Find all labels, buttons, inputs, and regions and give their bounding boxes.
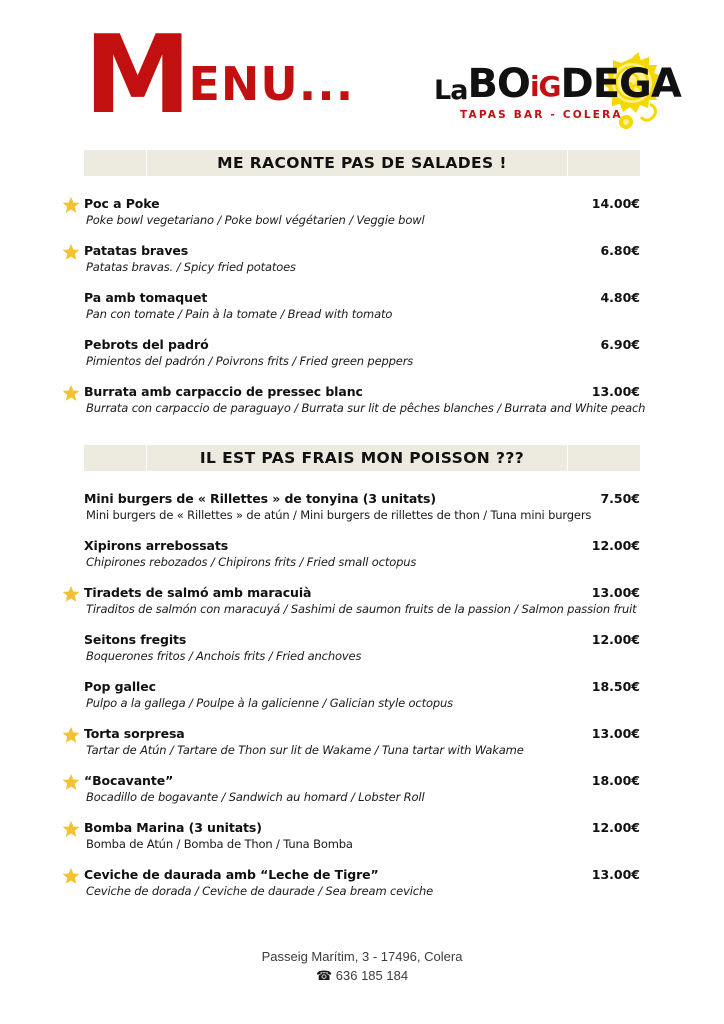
featured-star-icon <box>62 726 80 744</box>
menu-item-row <box>84 820 640 835</box>
logo-wordmark <box>434 61 681 107</box>
menu-sections <box>0 150 724 898</box>
menu-item[interactable] <box>84 491 640 522</box>
menu-item-price: 18.00€ <box>591 773 640 788</box>
menu-item-description: Ceviche de dorada / Ceviche de daurade / Sea bream ceviche <box>86 884 434 898</box>
menu-item[interactable] <box>84 773 640 804</box>
menu-item[interactable] <box>84 337 640 368</box>
menu-item-description: Pimientos del padrón / Poivrons frits / Fried green peppers <box>86 354 414 368</box>
menu-item-price: 4.80€ <box>600 290 640 305</box>
menu-item-description: Patatas bravas. / Spicy fried potatoes <box>86 260 296 274</box>
menu-item-description: Boquerones fritos / Anchois frits / Fried anchoves <box>86 649 362 663</box>
menu-item-row <box>84 491 640 506</box>
menu-item-name: Pa amb tomaquet <box>84 290 208 305</box>
section-items <box>0 491 724 898</box>
menu-item-row <box>84 384 640 399</box>
menu-item-price: 12.00€ <box>591 632 640 647</box>
menu-item-name: Mini burgers de « Rillettes » de tonyina (3 unitats) <box>84 491 437 506</box>
menu-item-description: Bomba de Atún / Bomba de Thon / Tuna Bomba <box>86 837 353 851</box>
menu-item-description: Poke bowl vegetariano / Poke bowl végétarien / Veggie bowl <box>86 213 425 227</box>
menu-item-description: Burrata con carpaccio de paraguayo / Burrata sur lit de pêches blanches / Burrata and White peach <box>86 401 646 415</box>
section-spacer <box>0 415 724 445</box>
section-title: IL EST PAS FRAIS MON POISSON ??? <box>199 449 525 467</box>
menu-item-price: 13.00€ <box>591 384 640 399</box>
featured-star-icon <box>62 196 80 214</box>
featured-star-icon <box>62 384 80 402</box>
menu-item-row <box>84 337 640 352</box>
menu-item-price: 12.00€ <box>591 538 640 553</box>
menu-item[interactable] <box>84 538 640 569</box>
menu-item-description: Tartar de Atún / Tartare de Thon sur lit de Wakame / Tuna tartar with Wakame <box>86 743 524 757</box>
menu-item-price: 14.00€ <box>591 196 640 211</box>
page-header <box>0 0 724 150</box>
menu-item-description: Pan con tomate / Pain à la tomate / Bread with tomato <box>86 307 393 321</box>
menu-item-name: Bomba Marina (3 unitats) <box>84 820 262 835</box>
logo-part-two: DEGA <box>560 61 681 107</box>
logo-prefix: La <box>434 75 468 106</box>
menu-item-name: Ceviche de daurada amb “Leche de Tigre” <box>84 867 379 882</box>
menu-item[interactable] <box>84 196 640 227</box>
menu-item-name: Pop gallec <box>84 679 156 694</box>
menu-item-row <box>84 867 640 882</box>
menu-item-description: Tiraditos de salmón con maracuyá / Sashimi de saumon fruits de la passion / Salmon passion fruit <box>86 602 637 616</box>
menu-item-description: Bocadillo de bogavante / Sandwich au homard / Lobster Roll <box>86 790 425 804</box>
featured-star-icon <box>62 773 80 791</box>
menu-item-name: Xipirons arrebossats <box>84 538 229 553</box>
menu-item-name: Pebrots del padró <box>84 337 209 352</box>
menu-item-name: Tiradets de salmó amb maracuià <box>84 585 312 600</box>
menu-item-row <box>84 538 640 553</box>
section-header-1 <box>84 150 640 176</box>
featured-star-icon <box>62 243 80 261</box>
menu-item-name: “Bocavante” <box>84 773 174 788</box>
featured-star-icon <box>62 585 80 603</box>
menu-item[interactable] <box>84 726 640 757</box>
menu-item-description: Mini burgers de « Rillettes » de atún / Mini burgers de rillettes de thon / Tuna mini burgers <box>86 508 592 522</box>
menu-item-row <box>84 585 640 600</box>
restaurant-logo <box>426 52 681 144</box>
menu-item-price: 6.90€ <box>600 337 640 352</box>
menu-item[interactable] <box>84 585 640 616</box>
page-title-initial: M <box>84 13 189 138</box>
menu-item-price: 13.00€ <box>591 867 640 882</box>
menu-item-row <box>84 726 640 741</box>
page-footer <box>0 948 724 986</box>
logo-part-one: BO <box>467 61 530 107</box>
menu-item[interactable] <box>84 820 640 851</box>
menu-item-row <box>84 243 640 258</box>
menu-item[interactable] <box>84 632 640 663</box>
menu-item[interactable] <box>84 243 640 274</box>
page-title-rest: ENU... <box>188 57 355 111</box>
menu-item-row <box>84 679 640 694</box>
menu-item[interactable] <box>84 384 646 415</box>
menu-item-price: 13.00€ <box>591 726 640 741</box>
logo-accent: iG <box>529 70 561 103</box>
menu-item-name: Poc a Poke <box>84 196 160 211</box>
section-header-2 <box>84 445 640 471</box>
menu-item-price: 12.00€ <box>591 820 640 835</box>
featured-star-icon <box>62 820 80 838</box>
menu-item-row <box>84 773 640 788</box>
footer-phone-number: 636 185 184 <box>335 968 409 984</box>
menu-item-name: Patatas braves <box>84 243 189 258</box>
footer-address: Passeig Marítim, 3 - 17496, Colera <box>261 949 463 965</box>
menu-item-row <box>84 632 640 647</box>
menu-item-price: 18.50€ <box>591 679 640 694</box>
menu-item-price: 6.80€ <box>600 243 640 258</box>
section-items <box>0 196 724 415</box>
page-title <box>84 13 355 138</box>
menu-item-description: Chipirones rebozados / Chipirons frits / Fried small octopus <box>86 555 417 569</box>
menu-item-row <box>84 290 640 305</box>
menu-item-price: 7.50€ <box>600 491 640 506</box>
featured-star-icon <box>62 867 80 885</box>
menu-item-name: Torta sorpresa <box>84 726 185 741</box>
menu-item-description: Pulpo a la gallega / Poulpe à la galicienne / Galician style octopus <box>86 696 453 710</box>
logo-tagline: TAPAS BAR - COLERA <box>460 109 623 121</box>
footer-phone <box>0 967 724 986</box>
menu-item-price: 13.00€ <box>591 585 640 600</box>
menu-item[interactable] <box>84 867 640 898</box>
menu-item-row <box>84 196 640 211</box>
menu-item[interactable] <box>84 679 640 710</box>
telephone-icon: ☎ <box>315 968 333 984</box>
menu-item[interactable] <box>84 290 640 321</box>
menu-item-name: Burrata amb carpaccio de pressec blanc <box>84 384 363 399</box>
menu-item-name: Seitons fregits <box>84 632 187 647</box>
section-title: ME RACONTE PAS DE SALADES ! <box>217 154 507 172</box>
